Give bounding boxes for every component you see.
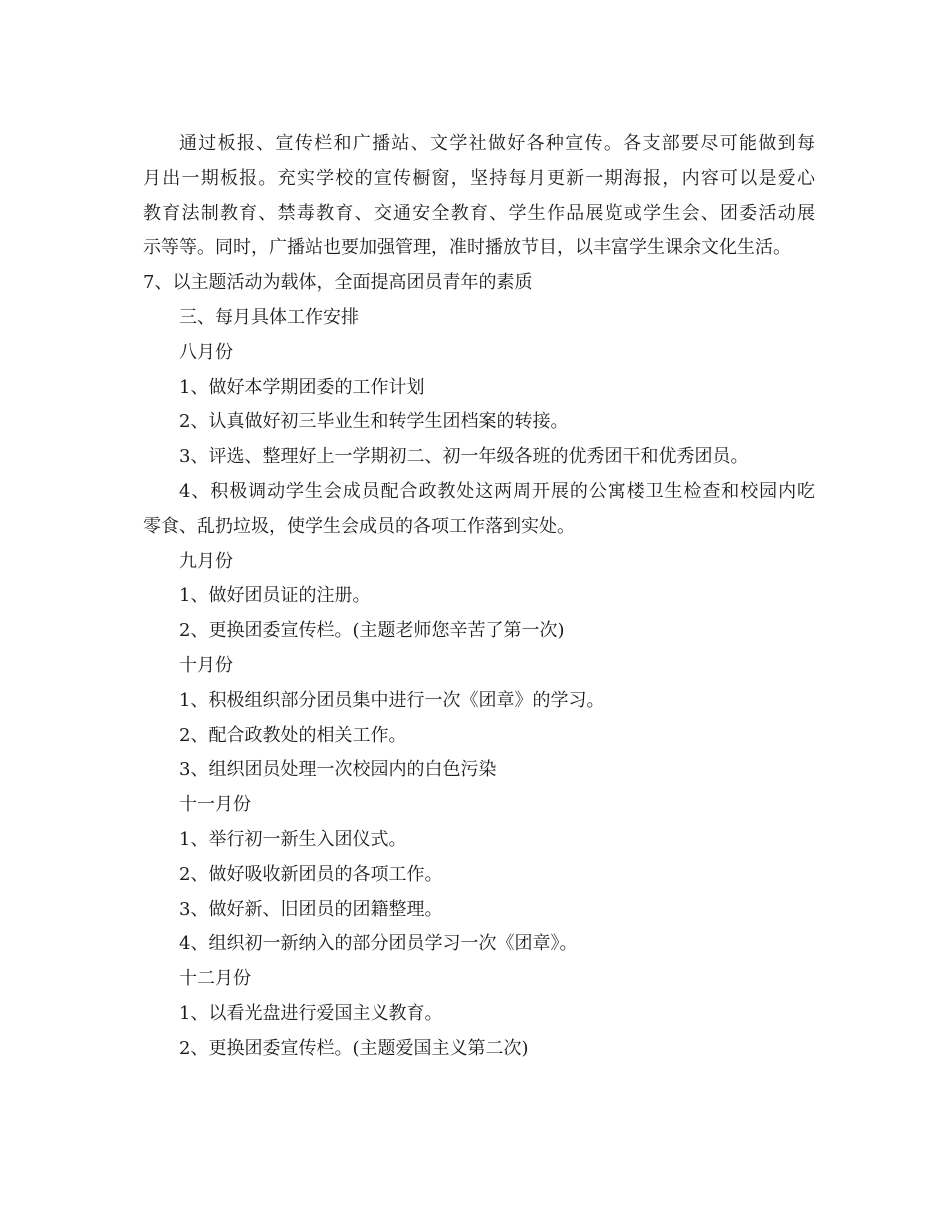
text-line: 通过板报、宣传栏和广播站、文学社做好各种宣传。各支部要尽可能做到每: [179, 133, 815, 154]
text-line: 零食、乱扔垃圾，使学生会成员的各项工作落到实处。: [143, 515, 575, 537]
text-line: 4、积极调动学生会成员配合政教处这两周开展的公寓楼卫生检查和校园内吃: [179, 480, 815, 502]
month-heading-october: 十月份: [179, 654, 233, 676]
list-item: 2、认真做好初三毕业生和转学生团档案的转接。: [179, 411, 569, 433]
list-item: 2、配合政教处的相关工作。: [179, 724, 407, 746]
text-line: 教育法制教育、禁毒教育、交通安全教育、学生作品展览或学生会、团委活动展: [143, 202, 815, 224]
list-item: 3、组织团员处理一次校园内的白色污染: [179, 759, 497, 781]
list-item: 1、以看光盘进行爱国主义教育。: [179, 1002, 443, 1024]
list-item: 2、做好吸收新团员的各项工作。: [179, 863, 443, 885]
month-heading-september: 九月份: [179, 550, 233, 572]
list-item: 3、做好新、旧团员的团籍整理。: [179, 898, 443, 920]
month-heading-august: 八月份: [179, 341, 233, 363]
list-item: 2、更换团委宣传栏。(主题爱国主义第二次): [179, 1037, 529, 1059]
list-item: 1、举行初一新生入团仪式。: [179, 828, 407, 850]
list-item: 4、组织初一新纳入的部分团员学习一次《团章》。: [179, 933, 578, 955]
list-item: 2、更换团委宣传栏。(主题老师您辛苦了第一次): [179, 620, 565, 642]
text-line: 示等等。同时，广播站也要加强管理，准时播放节目，以丰富学生课余文化生活。: [143, 237, 791, 259]
list-item: 1、做好本学期团委的工作计划: [179, 376, 425, 398]
list-item: 1、积极组织部分团员集中进行一次《团章》的学习。: [179, 689, 605, 711]
text-line: 月出一期板报。充实学校的宣传橱窗，坚持每月更新一期海报，内容可以是爱心: [143, 167, 815, 189]
month-heading-november: 十一月份: [179, 794, 251, 816]
paragraph-publicity: [143, 127, 815, 266]
list-item: 3、评选、整理好上一学期初二、初一年级各班的优秀团干和优秀团员。: [179, 446, 749, 468]
month-heading-december: 十二月份: [179, 968, 251, 990]
section-heading: 三、每月具体工作安排: [179, 306, 359, 328]
list-item: [143, 475, 815, 545]
document-body: [143, 127, 815, 1067]
item-7-heading: 7、以主题活动为载体，全面提高团员青年的素质: [143, 272, 533, 294]
list-item: 1、做好团员证的注册。: [179, 585, 371, 607]
